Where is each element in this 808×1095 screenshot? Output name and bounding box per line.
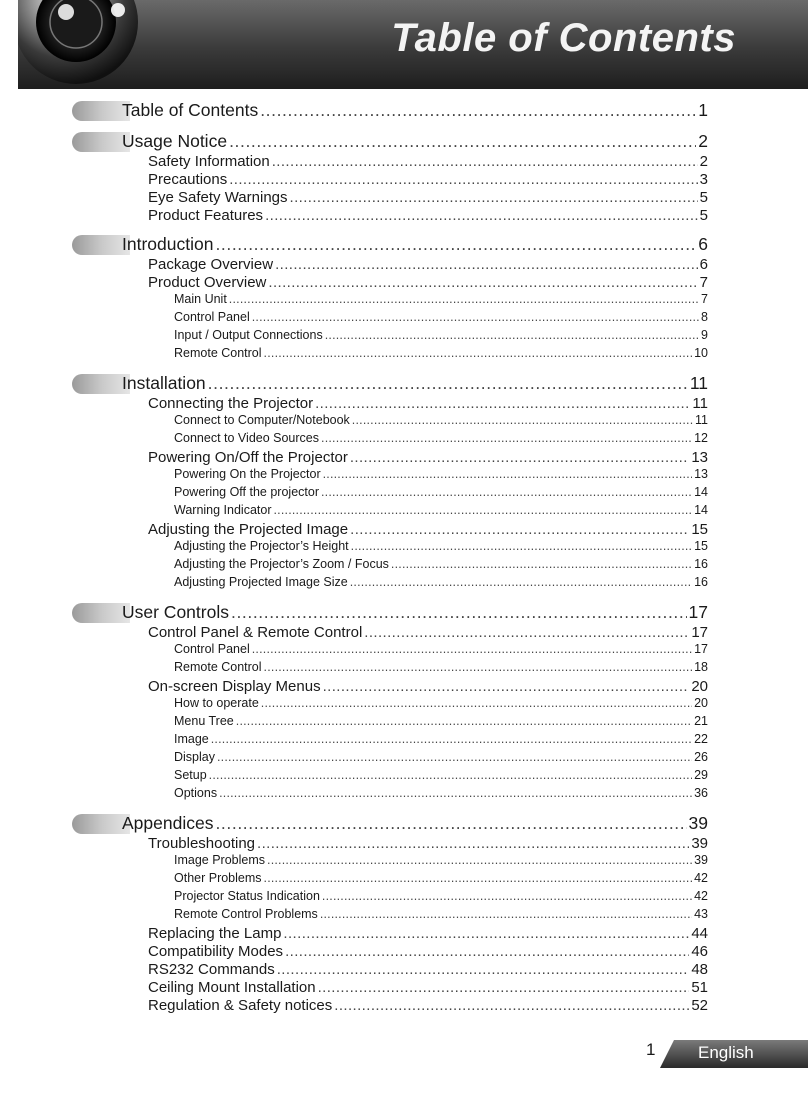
toc-entry-label: Usage Notice <box>122 131 228 151</box>
toc-entry-level-3[interactable] <box>174 871 708 888</box>
dot-leader <box>231 602 687 623</box>
toc-entry-level-3[interactable] <box>174 853 708 870</box>
toc-entry-page: 11 <box>692 395 708 412</box>
toc-entry-level-1[interactable] <box>122 602 708 624</box>
toc-entry-label: Installation <box>122 373 206 393</box>
dot-leader <box>264 346 693 360</box>
toc-entry-label: Troubleshooting <box>148 835 256 852</box>
dot-leader <box>265 207 698 224</box>
dot-leader <box>229 131 696 152</box>
toc-entry-page: 42 <box>694 889 708 903</box>
dot-leader <box>290 189 698 206</box>
toc-entry-page: 20 <box>694 696 708 710</box>
toc-entry-page: 44 <box>691 925 708 942</box>
toc-entry-page: 18 <box>694 660 708 674</box>
dot-leader <box>277 961 690 978</box>
toc-entry-level-3[interactable] <box>174 575 708 592</box>
toc-entry-page: 10 <box>694 346 708 360</box>
toc-entry-label: How to operate <box>174 696 259 710</box>
dot-leader <box>211 732 692 746</box>
page-title: Table of Contents <box>391 16 736 60</box>
toc-entry-page: 17 <box>691 624 708 641</box>
toc-entry-level-1[interactable] <box>122 234 708 256</box>
toc-entry-label: Image <box>174 732 209 746</box>
toc-entry-page: 5 <box>699 207 708 224</box>
toc-entry-level-1[interactable] <box>122 813 708 835</box>
toc-entry-label: Options <box>174 786 218 800</box>
toc-entry-page: 9 <box>701 328 708 342</box>
toc-entry-level-3[interactable] <box>174 750 708 767</box>
toc-entry-level-3[interactable] <box>174 539 708 556</box>
dot-leader <box>351 539 692 553</box>
toc-entry-page: 13 <box>694 467 708 481</box>
dot-leader <box>350 449 689 466</box>
toc-entry-level-3[interactable] <box>174 413 708 430</box>
toc-entry-level-3[interactable] <box>174 485 708 502</box>
toc-entry-level-3[interactable] <box>174 696 708 713</box>
page-number: 1 <box>646 1040 656 1059</box>
dot-leader <box>267 853 692 867</box>
toc-entry-page: 52 <box>691 997 708 1014</box>
toc-entry-level-2[interactable] <box>148 207 708 225</box>
language-label: English <box>698 1043 754 1062</box>
dot-leader <box>321 485 692 499</box>
toc-entry-page: 29 <box>694 768 708 782</box>
toc-entry-level-2[interactable] <box>148 521 708 539</box>
toc-entry-page: 8 <box>701 310 708 324</box>
dot-leader <box>215 234 696 255</box>
toc-entry-page: 48 <box>691 961 708 978</box>
toc-entry-level-2[interactable] <box>148 979 708 997</box>
dot-leader <box>260 100 696 121</box>
toc-entry-page: 15 <box>691 521 708 538</box>
toc-entry-level-3[interactable] <box>174 786 708 803</box>
toc-entry-label: Connecting the Projector <box>148 395 314 412</box>
toc-entry-label: Appendices <box>122 813 214 833</box>
toc-entry-level-3[interactable] <box>174 768 708 785</box>
toc-entry-label: Adjusting the Projected Image <box>148 521 349 538</box>
toc-entry-level-2[interactable] <box>148 997 708 1015</box>
toc-entry-level-2[interactable] <box>148 274 708 292</box>
toc-entry-level-1[interactable] <box>122 373 708 395</box>
toc-entry-label: User Controls <box>122 602 229 622</box>
toc-entry-label: Connect to Video Sources <box>174 431 320 445</box>
toc-entry-label: Warning Indicator <box>174 503 272 517</box>
toc-entry-label: Regulation & Safety notices <box>148 997 333 1014</box>
toc-entry-level-1[interactable] <box>122 131 708 153</box>
toc-entry-level-3[interactable] <box>174 732 708 749</box>
toc-entry-level-2[interactable] <box>148 943 708 961</box>
toc-entry-page: 6 <box>699 256 708 273</box>
toc-entry-label: Product Overview <box>148 274 267 291</box>
toc-entry-label: Connect to Computer/Notebook <box>174 413 350 427</box>
page-header <box>18 0 808 89</box>
toc-entry-label: Remote Control Problems <box>174 907 318 921</box>
dot-leader <box>322 889 692 903</box>
toc-entry-page: 42 <box>694 871 708 885</box>
toc-entry-label: On-screen Display Menus <box>148 678 321 695</box>
toc-entry-level-2[interactable] <box>148 449 708 467</box>
toc-entry-level-2[interactable] <box>148 171 708 189</box>
toc-entry-label: Setup <box>174 768 207 782</box>
dot-leader <box>323 467 692 481</box>
dot-leader <box>325 328 699 342</box>
toc-entry-page: 5 <box>699 189 708 206</box>
toc-entry-level-3[interactable] <box>174 889 708 906</box>
toc-entry-level-2[interactable] <box>148 395 708 413</box>
toc-entry-level-3[interactable] <box>174 660 708 677</box>
toc-entry-level-3[interactable] <box>174 557 708 574</box>
toc-entry-level-3[interactable] <box>174 503 708 520</box>
toc-entry-level-3[interactable] <box>174 310 708 327</box>
toc-entry-page: 14 <box>694 503 708 517</box>
toc-entry-page: 13 <box>691 449 708 466</box>
toc-entry-page: 2 <box>699 153 708 170</box>
dot-leader <box>315 395 690 412</box>
toc-entry-label: Table of Contents <box>122 100 259 120</box>
dot-leader <box>252 642 692 656</box>
toc-entry-page: 51 <box>691 979 708 996</box>
toc-entry-label: Control Panel <box>174 310 250 324</box>
toc-entry-label: Powering On/Off the Projector <box>148 449 348 466</box>
toc-entry-page: 11 <box>695 413 708 427</box>
toc-entry-label: Control Panel <box>174 642 250 656</box>
toc-entry-level-3[interactable] <box>174 907 708 924</box>
dot-leader <box>257 835 689 852</box>
dot-leader <box>261 696 692 710</box>
dot-leader <box>318 979 690 996</box>
toc-entry-label: Main Unit <box>174 292 227 306</box>
toc-entry-page: 39 <box>691 835 708 852</box>
toc-entry-page: 11 <box>689 373 708 393</box>
toc-entry-label: Package Overview <box>148 256 274 273</box>
toc-entry-label: RS232 Commands <box>148 961 275 978</box>
toc-entry-level-2[interactable] <box>148 256 708 274</box>
toc-entry-label: Precautions <box>148 171 228 188</box>
toc-entry-label: Adjusting the Projector’s Zoom / Focus <box>174 557 389 571</box>
dot-leader <box>215 813 686 834</box>
toc-entry-page: 20 <box>691 678 708 695</box>
toc-entry-page: 39 <box>694 853 708 867</box>
toc-entry-level-2[interactable] <box>148 624 708 642</box>
dot-leader <box>323 678 690 695</box>
dot-leader <box>236 714 692 728</box>
dot-leader <box>264 871 693 885</box>
dot-leader <box>391 557 692 571</box>
toc-entry-label: Eye Safety Warnings <box>148 189 288 206</box>
toc-entry-level-3[interactable] <box>174 714 708 731</box>
toc-entry-label: Remote Control <box>174 346 262 360</box>
toc-entry-label: Adjusting the Projector’s Height <box>174 539 349 553</box>
toc-entry-label: Other Problems <box>174 871 262 885</box>
toc-entry-page: 22 <box>694 732 708 746</box>
dot-leader <box>217 750 692 764</box>
dot-leader <box>320 907 692 921</box>
dot-leader <box>334 997 689 1014</box>
dot-leader <box>364 624 689 641</box>
dot-leader <box>229 292 699 306</box>
toc-entry-label: Introduction <box>122 234 214 254</box>
toc-entry-page: 17 <box>688 602 708 622</box>
dot-leader <box>264 660 693 674</box>
dot-leader <box>275 256 698 273</box>
toc-entry-page: 26 <box>694 750 708 764</box>
dot-leader <box>219 786 692 800</box>
toc-entry-page: 7 <box>699 274 708 291</box>
toc-entry-label: Remote Control <box>174 660 262 674</box>
toc-entry-label: Control Panel & Remote Control <box>148 624 363 641</box>
toc-entry-level-2[interactable] <box>148 153 708 171</box>
dot-leader <box>285 943 689 960</box>
dot-leader <box>350 575 692 589</box>
toc-entry-label: Input / Output Connections <box>174 328 323 342</box>
projector-lens-icon <box>18 0 138 89</box>
toc-entry-label: Powering Off the projector <box>174 485 319 499</box>
dot-leader <box>252 310 699 324</box>
toc-entry-label: Ceiling Mount Installation <box>148 979 316 996</box>
toc-entry-level-1[interactable] <box>122 100 708 122</box>
toc-entry-page: 3 <box>699 171 708 188</box>
toc-entry-page: 21 <box>694 714 708 728</box>
toc-entry-page: 2 <box>698 131 708 151</box>
toc-entry-page: 6 <box>698 234 708 254</box>
toc-entry-page: 1 <box>698 100 708 120</box>
toc-entry-page: 39 <box>688 813 708 833</box>
toc-entry-level-3[interactable] <box>174 292 708 309</box>
toc-entry-level-3[interactable] <box>174 642 708 659</box>
toc-entry-page: 36 <box>694 786 708 800</box>
dot-leader <box>208 373 688 394</box>
toc-entry-page: 16 <box>694 557 708 571</box>
toc-entry-label: Replacing the Lamp <box>148 925 282 942</box>
toc-entry-page: 12 <box>694 431 708 445</box>
toc-entry-label: Image Problems <box>174 853 266 867</box>
dot-leader <box>229 171 697 188</box>
dot-leader <box>209 768 692 782</box>
toc-entry-page: 14 <box>694 485 708 499</box>
dot-leader <box>350 521 689 538</box>
toc-entry-level-2[interactable] <box>148 678 708 696</box>
toc-entry-page: 17 <box>694 642 708 656</box>
toc-entry-level-2[interactable] <box>148 189 708 207</box>
dot-leader <box>352 413 693 427</box>
dot-leader <box>283 925 689 942</box>
toc-entry-page: 16 <box>694 575 708 589</box>
toc-entry-label: Display <box>174 750 215 764</box>
toc-entry-label: Product Features <box>148 207 264 224</box>
dot-leader <box>321 431 692 445</box>
toc-entry-page: 7 <box>701 292 708 306</box>
toc-entry-level-3[interactable] <box>174 328 708 345</box>
toc-entry-page: 46 <box>691 943 708 960</box>
dot-leader <box>272 153 698 170</box>
toc-entry-label: Projector Status Indication <box>174 889 320 903</box>
toc-entry-level-2[interactable] <box>148 835 708 853</box>
toc-entry-page: 15 <box>694 539 708 553</box>
toc-entry-level-2[interactable] <box>148 925 708 943</box>
toc-entry-label: Adjusting Projected Image Size <box>174 575 348 589</box>
toc-entry-level-3[interactable] <box>174 431 708 448</box>
toc-entry-level-2[interactable] <box>148 961 708 979</box>
dot-leader <box>274 503 693 517</box>
dot-leader <box>268 274 697 291</box>
toc-entry-label: Compatibility Modes <box>148 943 284 960</box>
toc-entry-level-3[interactable] <box>174 346 708 363</box>
toc-entry-page: 43 <box>694 907 708 921</box>
toc-entry-label: Menu Tree <box>174 714 234 728</box>
toc-entry-label: Safety Information <box>148 153 270 170</box>
toc-entry-label: Powering On the Projector <box>174 467 321 481</box>
toc-entry-level-3[interactable] <box>174 467 708 484</box>
